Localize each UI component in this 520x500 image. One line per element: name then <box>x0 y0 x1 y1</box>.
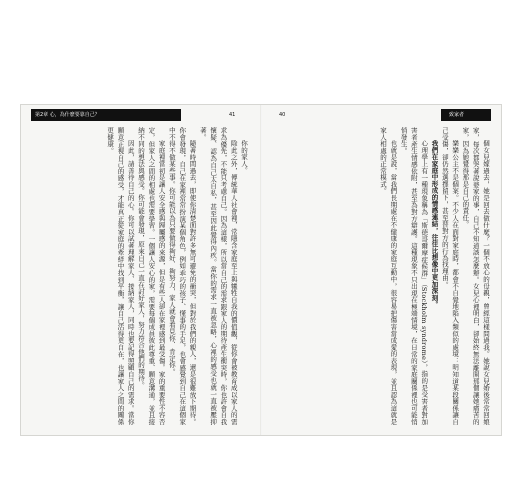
paragraph: 隨著時間過去，即使你清楚面對許多無可避免的衝突，但對於我們的親人，還是很難放下期待。你會發現，自己在家裡常常扮演某個角色，例如乖巧的孩子、懂事的手足，也會感覺到自己在這個家中不得不做某些事。你可能以為只要做得夠好、夠努力，家人就會看見你、肯定你。 <box>167 127 197 425</box>
paragraph: 個女兒嫁過去，她是回去做什麼？一個不放心的母親，曾經這樣問過我。她說女兒婚後常常回娘家，每次都哭著說婆家的事，自己不知道該怎麼辦。女兒心裡明白，卻始終無法離開那個讓她痛苦的家，因為她覺得那是自己的責任。 <box>461 127 490 425</box>
right-body-text <box>275 127 491 425</box>
paragraph: 除此之外，傳統華人社會裡，常隱含家庭至上與犧牲自我的價值觀，從你會被教育成以家人的需求為優先，不能只考慮自己。因為這樣，所以當自己的需求跟家人的期待產生衝突時，你也許會自我懷疑、認為自己太自私，甚至因此覺得內疚。當你的需求一直被忽略，心裡的感受也就一直被壓抑著。 <box>198 127 238 425</box>
paragraph: 心理學上有一種現象稱為「斯德哥爾摩症候群」（Stockholm syndrome），指的是受害者對加害者產生情感依附，甚至為對方辯護。這種現象不只出現在極端情境，在日常的家庭關係裡也可能悄悄發生。 <box>399 127 429 425</box>
right-section-header: 致家者 <box>449 112 465 118</box>
paragraph: 家庭裡當初是讓人安全感與歸屬感的來源，但是有些人卻在家裡感到最受傷。家的重要性不容否定，但家人之間的相處也需要學習。一個讓人安心的家，需要每個成員彼此尊重、願意溝通，並且接納不同的想法與感受。你可能會發現，原來自己一直在討好家人，努力符合他們的期待。 <box>137 127 166 425</box>
paragraph: 樂樂公主不是個案。不少人在面對家庭時，都會不自覺地陷入類似的處境：明知道某段關係讓自己受傷，卻仍然選擇留下，甚至替對方的行為找理由。 <box>440 127 460 425</box>
bold-paragraph: 我們在家庭中形成的情感連結，往往比想像中更加深刻。 <box>430 140 439 308</box>
paragraph: 因此，請善待自己的心。你可以試著理解家人、接納家人，同時也要記得照顧自己的需求。當你願意正視自己的感受，才能真正從家庭的牽絆中找到平衡，讓自己活得更自在，也讓家人之間的關係更健康。 <box>106 127 135 425</box>
right-page-number: 40 <box>279 112 286 118</box>
left-body-text <box>33 127 249 425</box>
paragraph: 你的家人。 <box>240 140 248 174</box>
book-gutter <box>260 105 262 435</box>
paragraph: 也就是說，當我們長期處在不健康的家庭互動中，很容易把傷害當成愛的表現，並且認為這就是家人相處的正常模式。 <box>379 127 398 425</box>
left-page-number: 41 <box>229 112 236 118</box>
book-spread <box>20 104 502 436</box>
left-chapter-header: 第2章 心，為什麼要靠自己？ <box>35 112 100 118</box>
